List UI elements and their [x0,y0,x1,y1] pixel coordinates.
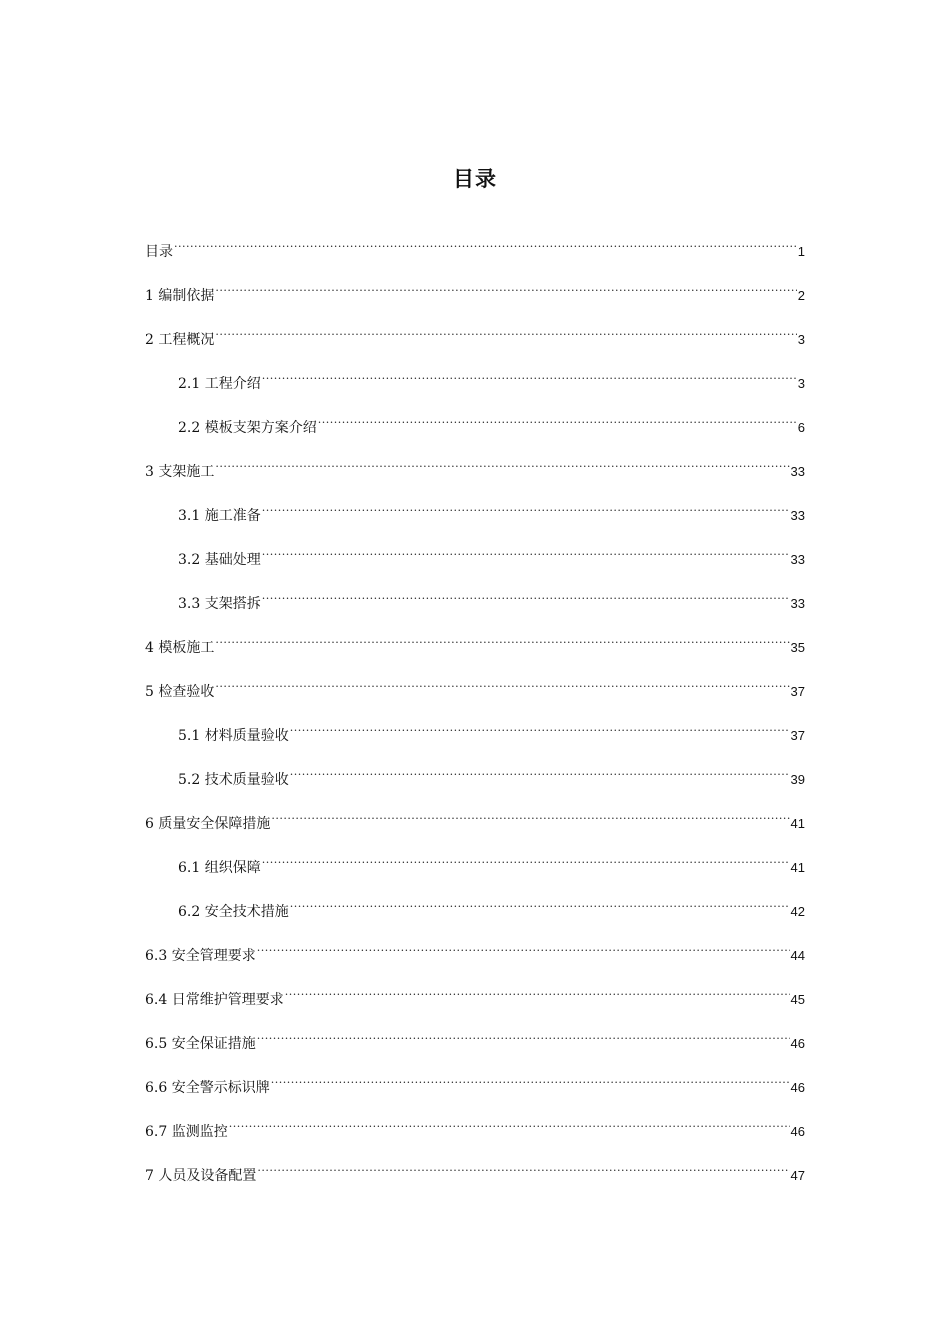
toc-entry-label: 7 人员及设备配置 [145,1168,257,1184]
toc-entry-label: 6.4 日常维护管理要求 [145,992,284,1008]
toc-entry[interactable] [145,636,805,680]
toc-dot-leader [290,902,790,916]
toc-entry-label: 5.1 材料质量验收 [178,728,289,744]
toc-entry-label: 6.6 安全警示标识牌 [145,1080,270,1096]
toc-entry[interactable] [145,592,805,636]
toc-entry-page-number: 37 [790,684,805,699]
toc-dot-leader [174,242,797,256]
toc-entry-page-number: 44 [790,948,805,963]
toc-entry-label: 6.7 监测监控 [145,1124,228,1140]
toc-entry-page-number: 46 [790,1124,805,1139]
toc-dot-leader [215,286,796,300]
toc-entry-page-number: 1 [797,244,805,259]
toc-dot-leader [229,1122,790,1136]
toc-dot-leader [215,330,796,344]
toc-entry-page-number: 6 [797,420,805,435]
toc-dot-leader [285,990,790,1004]
toc-entry[interactable] [145,944,805,988]
toc-entry-label: 2.1 工程介绍 [178,376,261,392]
toc-entry[interactable] [145,1076,805,1120]
toc-dot-leader [271,814,789,828]
toc-entry-page-number: 46 [790,1036,805,1051]
toc-entry-page-number: 33 [790,552,805,567]
toc-entry[interactable] [145,1120,805,1164]
toc-entry-label: 3.2 基础处理 [178,552,261,568]
toc-dot-leader [290,726,790,740]
toc-entry-label: 2.2 模板支架方案介绍 [178,420,317,436]
toc-entry-page-number: 46 [790,1080,805,1095]
toc-entry-page-number: 37 [790,728,805,743]
toc-entry[interactable] [145,856,805,900]
toc-entry-label: 3 支架施工 [145,464,215,480]
toc-dot-leader [215,638,789,652]
toc-entry[interactable] [145,460,805,504]
toc-entry[interactable] [145,240,805,284]
toc-entry-label: 6.2 安全技术措施 [178,904,289,920]
toc-entry-page-number: 45 [790,992,805,1007]
toc-entry[interactable] [145,812,805,856]
toc-entry-page-number: 33 [790,464,805,479]
toc-dot-leader [262,594,790,608]
toc-entry-label: 1 编制依据 [145,288,215,304]
toc-dot-leader [215,682,789,696]
toc-dot-leader [262,858,790,872]
toc-entry[interactable] [145,504,805,548]
toc-dot-leader [262,550,790,564]
toc-entry[interactable] [145,328,805,372]
toc-entry-label: 目录 [145,244,173,260]
toc-entry-page-number: 41 [790,860,805,875]
toc-entry-page-number: 3 [797,376,805,391]
toc-entry[interactable] [145,1032,805,1076]
toc-dot-leader [215,462,789,476]
toc-entry[interactable] [145,1164,805,1208]
toc-dot-leader [262,506,790,520]
toc-dot-leader [290,770,790,784]
toc-entry-page-number: 33 [790,596,805,611]
toc-entry[interactable] [145,768,805,812]
toc-entry[interactable] [145,680,805,724]
table-of-contents [145,240,805,1208]
toc-entry-label: 6.5 安全保证措施 [145,1036,256,1052]
toc-entry-label: 5 检查验收 [145,684,215,700]
toc-dot-leader [262,374,797,388]
toc-entry-label: 3.3 支架搭拆 [178,596,261,612]
toc-entry-label: 5.2 技术质量验收 [178,772,289,788]
toc-dot-leader [257,1166,789,1180]
toc-entry-label: 6.1 组织保障 [178,860,261,876]
toc-entry-page-number: 42 [790,904,805,919]
toc-entry[interactable] [145,988,805,1032]
toc-entry-page-number: 41 [790,816,805,831]
toc-entry-page-number: 2 [797,288,805,303]
toc-entry-page-number: 35 [790,640,805,655]
toc-entry[interactable] [145,900,805,944]
toc-entry-label: 4 模板施工 [145,640,215,656]
toc-entry[interactable] [145,372,805,416]
toc-dot-leader [257,946,790,960]
toc-entry[interactable] [145,284,805,328]
toc-entry-label: 2 工程概况 [145,332,215,348]
toc-dot-leader [318,418,797,432]
toc-entry-page-number: 39 [790,772,805,787]
toc-entry-page-number: 3 [797,332,805,347]
toc-entry-page-number: 33 [790,508,805,523]
toc-entry[interactable] [145,548,805,592]
toc-entry-page-number: 47 [790,1168,805,1183]
toc-entry[interactable] [145,416,805,460]
toc-entry-label: 6 质量安全保障措施 [145,816,271,832]
toc-dot-leader [257,1034,790,1048]
toc-dot-leader [271,1078,790,1092]
toc-entry-label: 3.1 施工准备 [178,508,261,524]
toc-entry[interactable] [145,724,805,768]
page-title: 目录 [453,167,497,191]
toc-entry-label: 6.3 安全管理要求 [145,948,256,964]
